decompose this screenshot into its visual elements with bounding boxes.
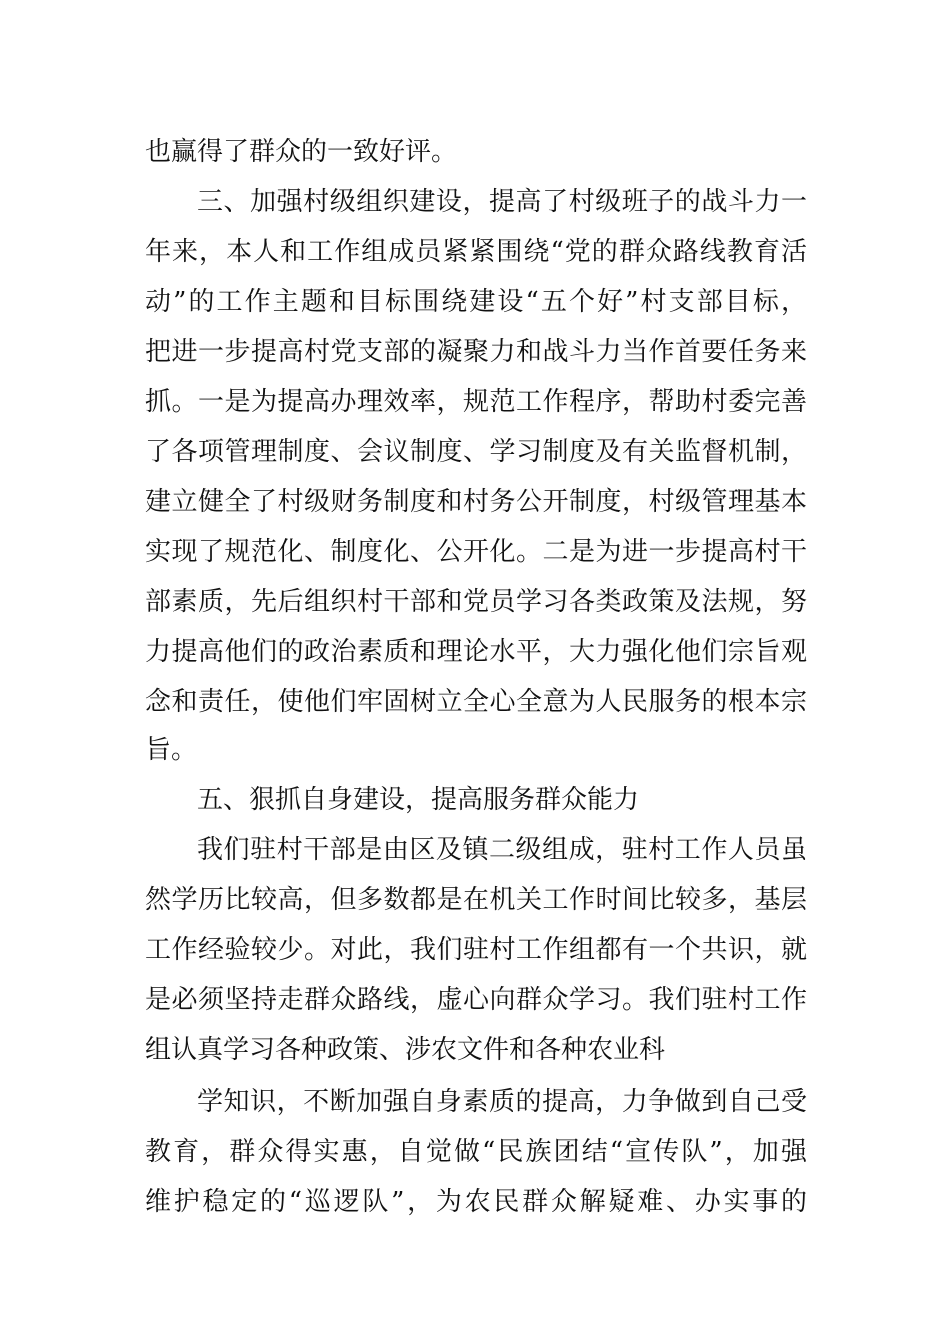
- text-line: 抓。一是为提高办理效率，规范工作程序，帮助村委完善: [145, 387, 807, 417]
- text-line: 工作经验较少。对此，我们驻村工作组都有一个共识，就: [145, 935, 807, 965]
- text-line: 把进一步提高村党支部的凝聚力和战斗力当作首要任务来: [145, 337, 807, 367]
- text-line: 力提高他们的政治素质和理论水平，大力强化他们宗旨观: [145, 637, 807, 667]
- text-line: 旨。: [145, 735, 198, 765]
- text-line: 实现了规范化、制度化、公开化。二是为进一步提高村干: [145, 537, 807, 567]
- text-line: 建立健全了村级财务制度和村务公开制度，村级管理基本: [145, 487, 807, 517]
- text-line: 部素质，先后组织村干部和党员学习各类政策及法规，努: [145, 587, 807, 617]
- text-line: 年来，本人和工作组成员紧紧围绕“党的群众路线教育活: [145, 237, 807, 267]
- section-heading: 五、狠抓自身建设，提高服务群众能力: [197, 785, 640, 815]
- text-line: 维护稳定的“巡逻队”，为农民群众解疑难、办实事的: [145, 1187, 807, 1217]
- text-line: 组认真学习各种政策、涉农文件和各种农业科: [145, 1035, 666, 1065]
- text-line: 教育，群众得实惠，自觉做“民族团结“宣传队”，加强: [145, 1137, 807, 1167]
- text-line: 念和责任，使他们牢固树立全心全意为人民服务的根本宗: [145, 687, 807, 717]
- text-line: 了各项管理制度、会议制度、学习制度及有关监督机制，: [145, 437, 807, 467]
- text-line: 学知识，不断加强自身素质的提高，力争做到自己受: [197, 1087, 807, 1117]
- text-line: 然学历比较高，但多数都是在机关工作时间比较多，基层: [145, 885, 807, 915]
- text-line: 是必须坚持走群众路线，虚心向群众学习。我们驻村工作: [145, 985, 807, 1015]
- text-line: 我们驻村干部是由区及镇二级组成，驻村工作人员虽: [197, 835, 807, 865]
- text-line: 三、加强村级组织建设，提高了村级班子的战斗力一: [197, 187, 807, 217]
- text-line: 动”的工作主题和目标围绕建设“五个好”村支部目标，: [145, 287, 807, 317]
- text-line: 也赢得了群众的一致好评。: [145, 137, 458, 167]
